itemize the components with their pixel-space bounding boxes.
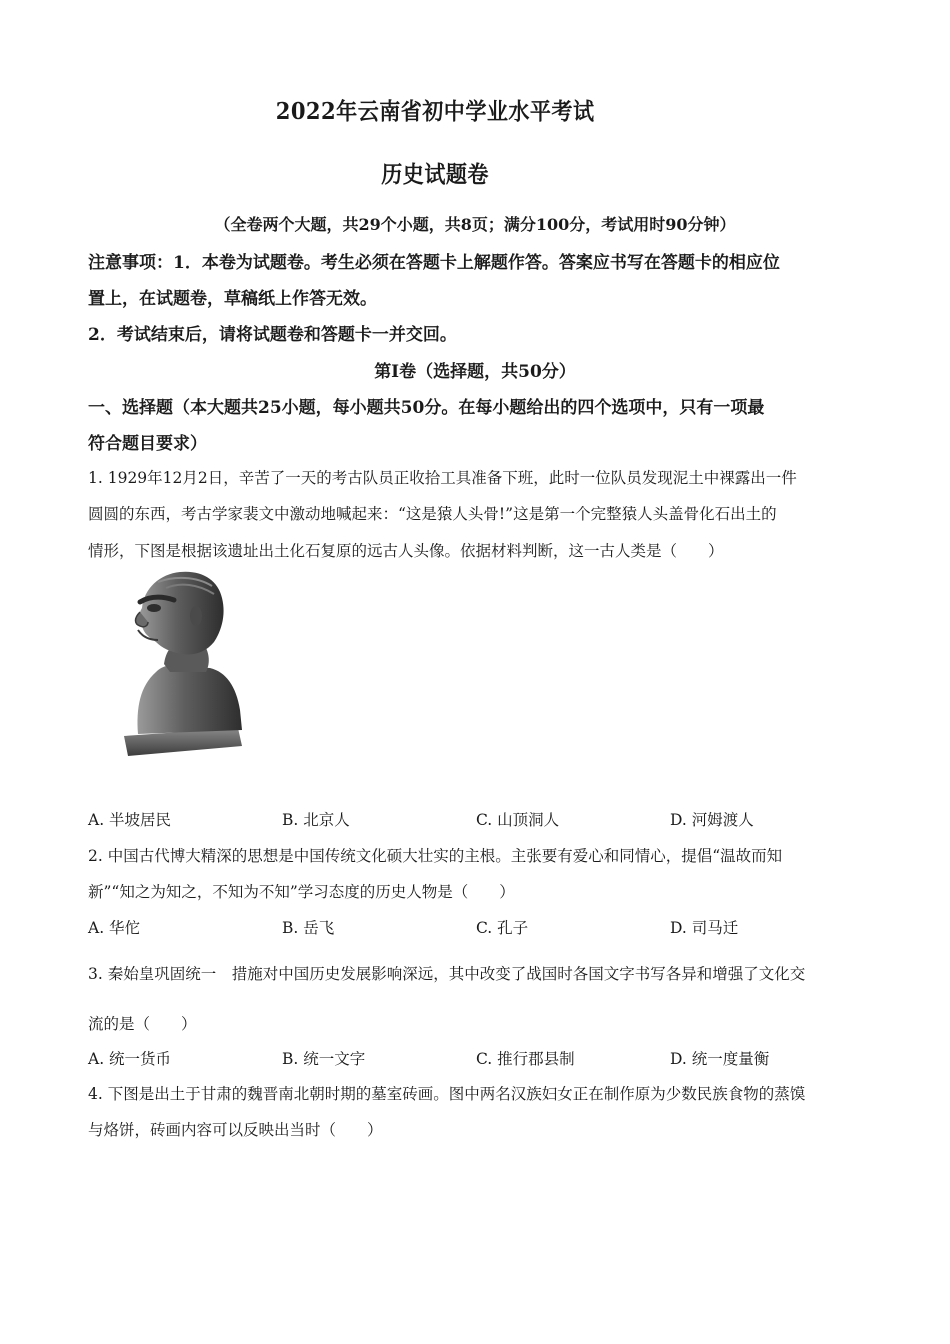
notes-line-2: 置上，在试题卷，草稿纸上作答无效。 bbox=[88, 289, 377, 309]
question-2-line-1: 2. 中国古代博大精深的思想是中国传统文化硕大壮实的主根。主张要有爱心和同情心，提倡“温故而知 bbox=[88, 847, 783, 865]
peking-man-bust-image bbox=[118, 568, 246, 760]
question-3-option-a: A. 统一货币 bbox=[88, 1050, 172, 1068]
question-3-option-c: C. 推行郡县制 bbox=[476, 1050, 575, 1068]
question-2-option-d: D. 司马迁 bbox=[670, 919, 739, 937]
section-heading-line-1: 一、选择题（本大题共25小题，每小题共50分。在每小题给出的四个选项中，只有一项最 bbox=[88, 398, 765, 418]
question-2-option-a: A. 华佗 bbox=[88, 919, 141, 937]
notes-line-3: 2．考试结束后，请将试题卷和答题卡一并交回。 bbox=[88, 325, 457, 345]
notes-line-1: 注意事项：1．本卷为试题卷。考生必须在答题卡上解题作答。答案应书写在答题卡的相应位 bbox=[88, 253, 780, 273]
question-1-line-1: 1. 1929年12月2日，辛苦了一天的考古队员正收拾工具准备下班，此时一位队员发现泥土中裸露出一件 bbox=[88, 469, 797, 487]
question-3-line-1: 3. 秦始皇巩固统一 措施对中国历史发展影响深远，其中改变了战国时各国文字书写各异和增强了文化交 bbox=[88, 965, 806, 983]
question-1-option-d: D. 河姆渡人 bbox=[670, 811, 754, 829]
question-2-option-c: C. 孔子 bbox=[476, 919, 529, 937]
question-4-line-1: 4. 下图是出土于甘肃的魏晋南北朝时期的墓室砖画。图中两名汉族妇女正在制作原为少数民族食物的蒸馍 bbox=[88, 1085, 806, 1103]
question-1-option-c: C. 山顶洞人 bbox=[476, 811, 560, 829]
question-2-option-b: B. 岳飞 bbox=[282, 919, 335, 937]
question-3-line-2: 流的是（ ） bbox=[88, 1015, 197, 1033]
question-1-line-2: 圆圆的东西，考古学家裴文中激动地喊起来：“这是猿人头骨!”这是第一个完整猿人头盖骨化石出土的 bbox=[88, 505, 777, 523]
exam-subtitle: 历史试题卷 bbox=[381, 161, 489, 188]
question-3-option-b: B. 统一文字 bbox=[282, 1050, 366, 1068]
question-1-option-a: A. 半坡居民 bbox=[88, 811, 172, 829]
section-heading-line-2: 符合题目要求） bbox=[88, 434, 207, 454]
question-3-option-d: D. 统一度量衡 bbox=[670, 1050, 770, 1068]
exam-info: （全卷两个大题，共29个小题，共8页；满分100分，考试用时90分钟） bbox=[214, 215, 736, 234]
question-2-line-2: 新”“知之为知之，不知为不知”学习态度的历史人物是（ ） bbox=[88, 883, 515, 901]
question-1-option-b: B. 北京人 bbox=[282, 811, 350, 829]
question-4-line-2: 与烙饼，砖画内容可以反映出当时（ ） bbox=[88, 1121, 383, 1139]
exam-title: 2022年云南省初中学业水平考试 bbox=[275, 98, 595, 125]
part-heading: 第Ⅰ卷（选择题，共50分） bbox=[374, 362, 576, 382]
question-1-line-3: 情形，下图是根据该遗址出土化石复原的远古人头像。依据材料判断，这一古人类是（ ） bbox=[88, 542, 724, 560]
